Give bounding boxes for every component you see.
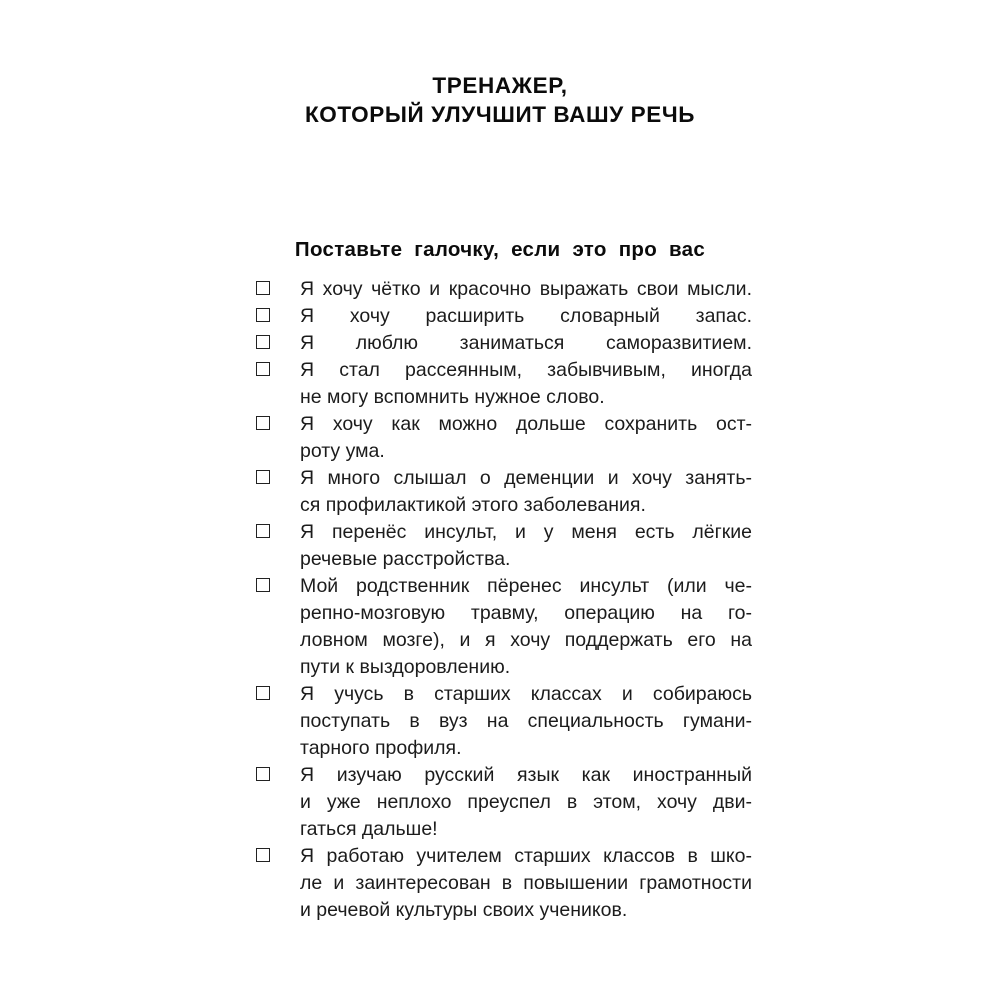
checklist-item-line: не могу вспомнить нужное слово. [300,386,605,408]
checklist-item-line: Я работаю учителем старших классов в шко- [300,845,752,867]
checklist-item-line: и уже неплохо преуспел в этом, хочу дви- [300,791,752,813]
checkbox-unchecked[interactable] [256,686,270,700]
page-title-line-1: ТРЕНАЖЕР, [432,73,568,98]
checklist-item-line: гаться дальше! [300,818,438,840]
page-title [0,71,1000,129]
checklist-item-line: Я хочу как можно дольше сохранить ост- [300,413,752,435]
checkbox-unchecked[interactable] [256,848,270,862]
checklist-item-text [300,357,752,411]
checkbox-unchecked[interactable] [256,362,270,376]
checklist-item [256,411,756,465]
checklist-heading: Поставьте галочку, если это про вас [294,238,706,261]
checklist-item-text [300,465,752,519]
checkbox-unchecked[interactable] [256,767,270,781]
checklist-item-line: Я перенёс инсульт, и у меня есть лёгкие [300,521,752,543]
checklist-item [256,843,756,924]
checklist-item-line: Я стал рассеянным, забывчивым, иногда [300,359,752,381]
page-title-line-2: КОТОРЫЙ УЛУЧШИТ ВАШУ РЕЧЬ [304,102,696,127]
checklist-item-text [300,519,752,573]
checkbox-unchecked[interactable] [256,578,270,592]
checkbox-unchecked[interactable] [256,335,270,349]
checklist-item-line: репно-мозговую травму, операцию на го- [300,602,752,624]
checklist-item [256,681,756,762]
checklist-item [256,357,756,411]
checklist-item-line: Мой родственник пёренес инсульт (или че- [300,575,752,597]
checklist-item-line: и речевой культуры своих учеников. [300,899,628,921]
checkbox-unchecked[interactable] [256,281,270,295]
checklist-item-text [300,573,752,681]
checklist-item-line: ловном мозге), и я хочу поддержать его на [300,629,752,651]
checklist-item [256,465,756,519]
checkbox-unchecked[interactable] [256,308,270,322]
checklist-item-line: поступать в вуз на специальность гумани- [300,710,752,732]
checklist-item-text [300,762,752,843]
checklist-item-line: Я учусь в старших классах и собираюсь [300,683,752,705]
checklist-item [256,303,756,330]
checkbox-unchecked[interactable] [256,524,270,538]
checklist-item-line: Я хочу чётко и красочно выражать свои мысли. [300,278,752,300]
checklist-item-text [300,276,752,303]
checklist-item-line: ся профилактикой этого заболевания. [300,494,646,516]
checklist-item-line: речевые расстройства. [300,548,511,570]
checklist-item [256,573,756,681]
checklist-item-line: тарного профиля. [300,737,462,759]
checklist-item-line: пути к выздоровлению. [300,656,511,678]
checklist-item-text [300,681,752,762]
checklist-item-text [300,411,752,465]
checklist [256,276,756,924]
checkbox-unchecked[interactable] [256,416,270,430]
checklist-item-line: ле и заинтересован в повышении грамотности [300,872,752,894]
checklist-item-line: Я много слышал о деменции и хочу занять- [300,467,752,489]
checklist-item [256,330,756,357]
checklist-item [256,519,756,573]
checklist-item [256,762,756,843]
checklist-item-text [300,330,752,357]
checkbox-unchecked[interactable] [256,470,270,484]
checklist-item-line: Я изучаю русский язык как иностранный [300,764,752,786]
checklist-item-text [300,303,752,330]
checklist-item-line: Я люблю заниматься саморазвитием. [300,332,752,354]
checklist-item-line: Я хочу расширить словарный запас. [300,305,752,327]
checklist-item [256,276,756,303]
checklist-item-text [300,843,752,924]
checklist-item-line: роту ума. [300,440,385,462]
